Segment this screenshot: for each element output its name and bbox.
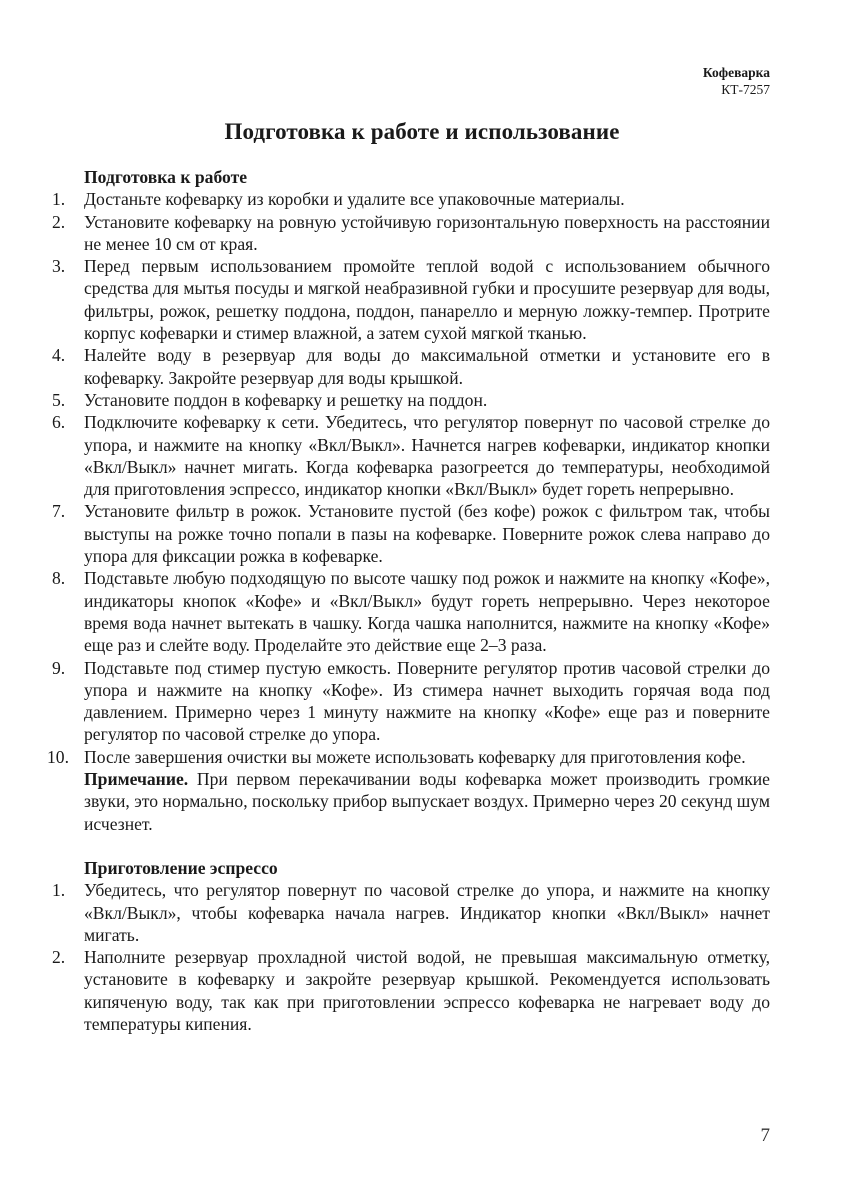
step-text: Установите поддон в кофеварку и решетку на поддон. <box>84 389 488 410</box>
step-number: 7. <box>52 501 66 522</box>
step-text: Подставьте под стимер пустую емкость. Поверните регулятор против часовой стрелки до упора и нажмите на кнопку «Кофе». Из стимера начнет выходить горячая вода под давлением. Примерно через 1 минуту нажмите на кнопку «Кофе» еще раз и поверните регулятор по часовой стрелке до упора. <box>84 657 770 745</box>
section-title-espresso: Приготовление эспрессо <box>84 857 278 878</box>
page-number: 7 <box>760 1125 770 1146</box>
step-text: Перед первым использованием промойте теплой водой с использованием обычного средства для мытья посуды и мягкой неабразивной губки и просушите резервуар для воды, фильтры, рожок, решетку поддона, поддон, панарелло и мерную ложку-темпер. Протрите корпус кофеварки и стимер влажной, а затем сухой мягкой тканью. <box>84 256 770 344</box>
step-text: Налейте воду в резервуар для воды до максимальной отметки и установите его в кофеварку. Закройте резервуар для воды крышкой. <box>84 345 770 388</box>
list-item <box>52 389 770 411</box>
document-header <box>703 64 770 98</box>
list-item <box>52 657 770 746</box>
note-paragraph <box>84 768 770 835</box>
step-text: Подставьте любую подходящую по высоте чашку под рожок и нажмите на кнопку «Кофе», индикаторы кнопок «Кофе» и «Вкл/Выкл» будут гореть непрерывно. Через некоторое время вода начнет вытекать в чашку. Когда чашка наполнится, нажмите на кнопку «Кофе» еще раз и слейте воду. Проделайте это действие еще 2–3 раза. <box>84 568 770 656</box>
step-number: 8. <box>52 568 66 589</box>
section-title-preparation: Подготовка к работе <box>84 167 248 187</box>
step-text: После завершения очистки вы можете использовать кофеварку для приготовления кофе. <box>84 746 746 767</box>
step-number: 2. <box>52 211 66 232</box>
espresso-steps-list <box>52 879 770 1035</box>
list-item <box>52 255 770 344</box>
step-text: Установите кофеварку на ровную устойчивую горизонтальную поверхность на расстоянии не менее 10 см от края. <box>84 211 770 254</box>
list-item <box>52 344 770 389</box>
step-text: Достаньте кофеварку из коробки и удалите все упаковочные материалы. <box>84 189 625 210</box>
step-number: 3. <box>52 256 66 277</box>
note-label: Примечание. <box>84 769 189 790</box>
main-content <box>47 166 770 1035</box>
section-spacer <box>84 835 770 857</box>
list-item <box>52 411 770 500</box>
list-item <box>52 946 770 1035</box>
list-item <box>52 188 770 210</box>
list-item <box>47 746 770 768</box>
step-text: Убедитесь, что регулятор повернут по часовой стрелке до упора, и нажмите на кнопку «Вкл/Выкл», чтобы кофеварка начала нагрев. Индикатор кнопки «Вкл/Выкл» начнет мигать. <box>84 880 770 945</box>
step-number: 10. <box>47 746 69 767</box>
step-number: 5. <box>52 389 66 410</box>
list-item <box>52 211 770 256</box>
step-text: Установите фильтр в рожок. Установите пустой (без кофе) рожок с фильтром так, чтобы выступы на рожке точно попали в пазы на кофеварке. Поверните рожок слева направо до упора для фиксации рожка в кофеварке. <box>84 501 770 567</box>
step-number: 4. <box>52 345 66 366</box>
step-number: 2. <box>52 947 66 968</box>
page-title: Подготовка к работе и использование <box>224 119 620 144</box>
note-text: При первом перекачивании воды кофеварка может производить громкие звуки, это нормально, поскольку прибор выпускает воздух. Примерно через 20 секунд шум исчезнет. <box>84 769 770 834</box>
step-text: Подключите кофеварку к сети. Убедитесь, что регулятор повернут по часовой стрелке до упора, и нажмите на кнопку «Вкл/Выкл». Начнется нагрев кофеварки, индикатор кнопки «Вкл/Выкл» начнет мигать. Когда кофеварка разогреется до температуры, необходимой для приготовления эспрессо, индикатор кнопки «Вкл/Выкл» будет гореть непрерывно. <box>84 412 770 500</box>
product-model: КТ-7257 <box>721 82 770 97</box>
step-number: 6. <box>52 412 66 433</box>
list-item <box>52 500 770 567</box>
list-item <box>52 567 770 656</box>
product-name: Кофеварка <box>702 65 770 80</box>
step-number: 1. <box>52 189 66 210</box>
list-item <box>52 879 770 946</box>
step-number: 9. <box>52 657 66 678</box>
preparation-steps-list <box>47 188 770 768</box>
step-number: 1. <box>52 880 66 901</box>
step-text: Наполните резервуар прохладной чистой водой, не превышая максимальную отметку, установите в кофеварку и закройте резервуар крышкой. Рекомендуется использовать кипяченую воду, так как при приготовлении эспрессо кофеварка не нагревает воду до температуры кипения. <box>84 947 770 1034</box>
